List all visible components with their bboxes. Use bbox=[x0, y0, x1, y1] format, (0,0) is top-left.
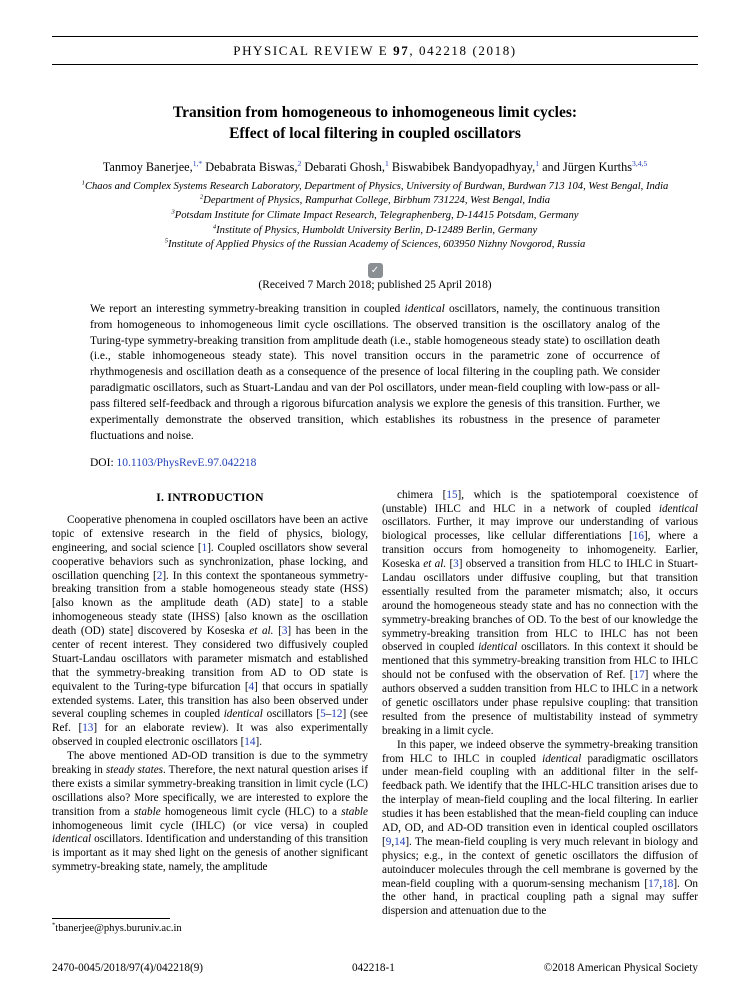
doi-line bbox=[90, 457, 660, 469]
right-column bbox=[382, 489, 698, 935]
footer-page-number: 042218-1 bbox=[351, 962, 395, 974]
paper-title-line1: Transition from homogeneous to inhomogeneous limit cycles: bbox=[172, 104, 578, 121]
footer-copyright: ©2018 American Physical Society bbox=[543, 962, 698, 974]
footer-issn-code: 2470-0045/2018/97(4)/042218(9) bbox=[52, 962, 204, 974]
corresponding-author-email[interactable]: *tbanerjee@phys.buruniv.ac.in bbox=[52, 920, 182, 934]
affiliation: $^3$Potsdam Institute for Climate Impact Research, Telegraphenberg, D-14415 Potsdam, Germany bbox=[171, 208, 579, 222]
body-columns bbox=[52, 489, 698, 935]
affiliation: $^2$Department of Physics, Rampurhat College, Birbhum 731224, West Bengal, India bbox=[199, 193, 551, 207]
paragraph: Cooperative phenomena in coupled oscillators have been an active topic of extensive research in the field of physics, biology, engineering, and social science [1]. Coupled oscillators show several cooperative behaviors such as synchronization, phase locking, and oscillation quenching [2]. In this context the spontaneous symmetry-breaking transition from a stable homogeneous steady state (HSS) [also known as the amplitude death (AD) state] to a stable inhomogeneous steady state (IHSS) [also known as the oscillation death (OD) state] discovered by Koseska et al. [3] has been in the center of recent interest. They considered two diffusively coupled Stuart-Landau oscillators with parameter mismatch and established that the symmetry-breaking transition from AD to OD state is equivalent to the Turing-type bifurcation [4] that occurs in spatially extended systems. Later, this transition has also been observed under several coupling schemes in coupled identical oscillators [5–12] (see Ref. [13] for an elaborate review). It was also experimentally observed in coupled electronic oscillators [14]. bbox=[52, 514, 369, 749]
paper-title-line2: Effect of local filtering in coupled oscillators bbox=[229, 124, 521, 142]
page-footer bbox=[52, 962, 698, 974]
abstract: We report an interesting symmetry-breaking transition in coupled identical oscillators, namely, the continuous transition from homogeneous to inhomogeneous limit cycle oscillations. The observed transition is the oscillatory analog of the Turing-type symmetry-breaking transition from amplitude death (i.e., stable homogeneous steady state) to oscillation death (i.e., stable inhomogeneous steady state). This novel transition occurs in the parametric zone of occurrence of rhythmogenesis and oscillation death as a consequence of the presence of local filtering in the coupling path. We consider paradigmatic oscillators, such as Stuart-Landau and van der Pol oscillators, under mean-field coupling with low-pass or all-pass filtered self-feedback and through a rigorous bifurcation analysis we explore the genesis of this transition. Further, we experimentally demonstrate the observed transition, which establishes its robustness in the presence of parameter fluctuations and noise. bbox=[90, 302, 660, 442]
affiliation: $^5$Institute of Applied Physics of the Russian Academy of Sciences, 603950 Nizhny Novgorod, Russia bbox=[164, 237, 586, 251]
footnote-block bbox=[52, 912, 368, 935]
paragraph: chimera [15], which is the spatiotemporal coexistence of (unstable) IHLC and HLC in a network of coupled identical oscillators. Further, it may improve our understanding of various biological processes, like cellular differentiations [16], where a transition occurs from homogeneity to inhomogeneity. Earlier, Koseska et al. [3] observed a transition from HLC to IHLC in Stuart-Landau oscillators under diffusive coupling, but that transition essentially resulted from the parameter mismatch; also, it occurs around the homogeneous steady state and has no connection with the symmetry-breaking branches of OD. To the best of our knowledge the symmetry-breaking transition from HLC to IHLC has not been observed in coupled identical oscillators. In this context it should be mentioned that this symmetry-breaking transition from HLC to IHLC should not be confused with the observation of Ref. [17] where the authors observed a sudden transition from HLC to IHLC in a network of genetic oscillators under phase repulsive coupling: that transition resulted from the presence of multistability instead of symmetry breaking in a limit cycle. bbox=[382, 488, 698, 737]
received-line: (Received 7 March 2018; published 25 April 2018) bbox=[258, 278, 492, 291]
doi-label: DOI: bbox=[90, 456, 114, 469]
paragraph: In this paper, we indeed observe the symmetry-breaking transition from HLC to IHLC in coupled identical paradigmatic oscillators under mean-field coupling with an additional filter in the self-feedback path. We identify that the IHLC-HLC transition arises due to the interplay of mean-field coupling and the local filtering. In earlier studies it has been established that the mean-field coupling can induce AD, OD, and AD-OD transition even in identical coupled oscillators [9,14]. The mean-field coupling is very much relevant in biology and physics; e.g., in the context of genetic oscillators the diffusion of autoinducer molecules through the cell membrane is governed by the mean-field coupling with a quorum-sensing mechanism [17,18]. On the other hand, in practical coupling path a signal may suffer dispersion and attenuation due to the bbox=[382, 738, 698, 918]
paper-title bbox=[52, 103, 698, 145]
section-heading-introduction: I. INTRODUCTION bbox=[156, 490, 264, 504]
doi-link[interactable]: 10.1103/PhysRevE.97.042218 bbox=[116, 456, 257, 469]
footnote-rule bbox=[52, 918, 170, 919]
author-list: Tanmoy Banerjee,$^{1,*}$ Debabrata Biswas,$^2$ Debarati Ghosh,$^1$ Biswabibek Bandyopadhyay,$^1$ and Jürgen Kurths$^{3,4,5}$ bbox=[102, 158, 648, 174]
affiliation: $^4$Institute of Physics, Humboldt University Berlin, D-12489 Berlin, Germany bbox=[212, 223, 538, 236]
crossmark-row bbox=[52, 260, 698, 276]
affiliations bbox=[52, 180, 698, 253]
crossmark-icon[interactable]: ✓ bbox=[368, 263, 383, 278]
affiliation: $^1$Chaos and Complex Systems Research Laboratory, Department of Physics, University of Burdwan, Burdwan 713 104, West Bengal, India bbox=[81, 179, 669, 192]
journal-header: PHYSICAL REVIEW E 97, 042218 (2018) bbox=[52, 36, 698, 65]
paragraph: The above mentioned AD-OD transition is due to the symmetry breaking in steady states. Therefore, the next natural question arises if there exists a similar symmetry-breaking transition in limit cycle (LC) oscillations also? More specifically, we are interested to explore the transition from a stable homogeneous limit cycle (HLC) to a stable inhomogeneous limit cycle (IHLC) (or vice versa) in coupled identical oscillators. Identification and understanding of this transition is important as it may shed light on the genesis of another significant symmetry-breaking state, namely, the amplitude bbox=[52, 750, 368, 874]
left-column bbox=[52, 489, 368, 935]
